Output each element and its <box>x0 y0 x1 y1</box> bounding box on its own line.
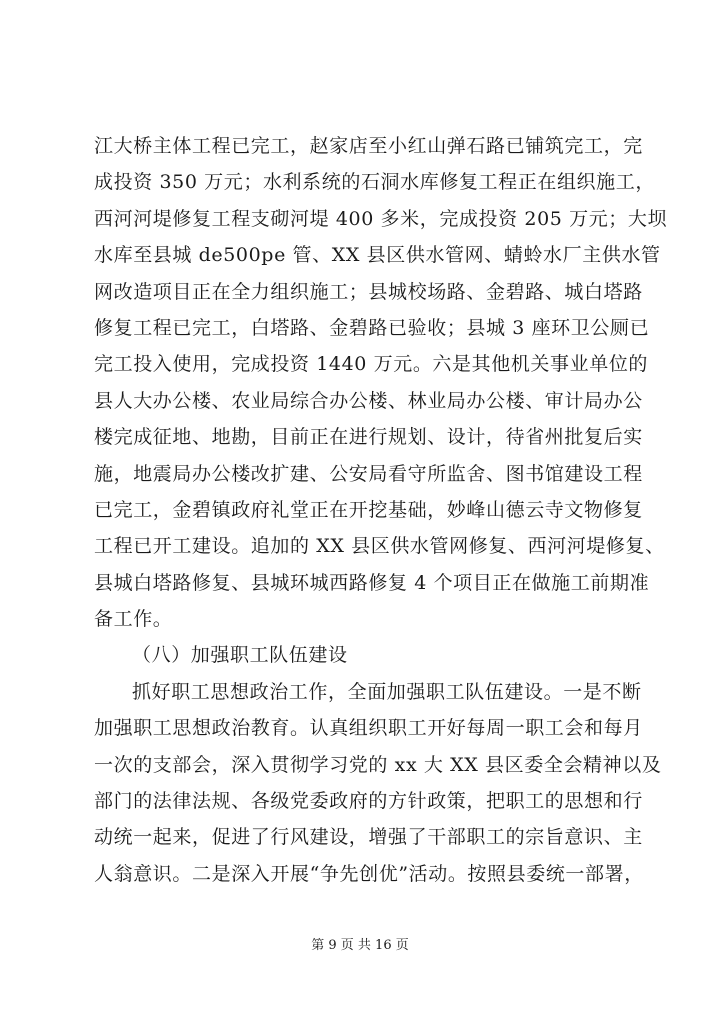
text-line: 备工作。 <box>94 608 173 631</box>
text-line: 修复工程已完工，白塔路、金碧路已验收；县城 3 座环卫公厕已 <box>94 316 650 339</box>
text-line: 加强职工思想政治教育。认真组织职工开好每周一职工会和每月 <box>94 717 643 740</box>
text-line: 水库至县城 de500pe 管、XX 县区供水管网、蜻蛉水厂主供水管 <box>94 244 661 267</box>
text-line: 动统一起来，促进了行风建设，增强了干部职工的宗旨意识、主 <box>94 826 643 849</box>
text-line: 已完工，金碧镇政府礼堂正在开挖基础，妙峰山德云寺文物修复 <box>94 498 643 521</box>
text-line: 施，地震局办公楼改扩建、公安局看守所监舍、图书馆建设工程 <box>94 462 643 485</box>
text-line: 工程已开工建设。追加的 XX 县区供水管网修复、西河河堤修复、 <box>94 535 665 558</box>
text-line: 成投资 350 万元；水利系统的石洞水库修复工程正在组织施工， <box>94 171 655 194</box>
text-line: 江大桥主体工程已完工，赵家店至小红山弹石路已铺筑完工，完 <box>94 135 643 157</box>
text-line: 部门的法律法规、各级党委政府的方针政策，把职工的思想和行 <box>94 790 643 813</box>
text-line: 县人大办公楼、农业局综合办公楼、林业局办公楼、审计局办公 <box>94 389 643 412</box>
section-heading: （八）加强职工队伍建设 <box>132 644 348 667</box>
page-number-footer: 第 9 页 共 16 页 <box>311 938 409 953</box>
text-line: 楼完成征地、地勘，目前正在进行规划、设计，待省州批复后实 <box>94 426 643 449</box>
text-line: 完工投入使用，完成投资 1440 万元。六是其他机关事业单位的 <box>94 353 649 376</box>
text-line: 抓好职工思想政治工作，全面加强职工队伍建设。一是不断 <box>132 680 642 703</box>
text-line: 网改造项目正在全力组织施工；县城校场路、金碧路、城白塔路 <box>94 280 643 303</box>
text-line: 一次的支部会，深入贯彻学习党的 xx 大 XX 县区委全会精神以及 <box>94 753 662 776</box>
text-line: 县城白塔路修复、县城环城西路修复 4 个项目正在做施工前期准 <box>94 571 650 594</box>
text-line: 人翁意识。二是深入开展“争先创优”活动。按照县委统一部署， <box>94 862 644 885</box>
body-text <box>94 128 668 892</box>
text-line: 西河河堤修复工程支砌河堤 400 多米，完成投资 205 万元；大坝 <box>94 207 668 230</box>
